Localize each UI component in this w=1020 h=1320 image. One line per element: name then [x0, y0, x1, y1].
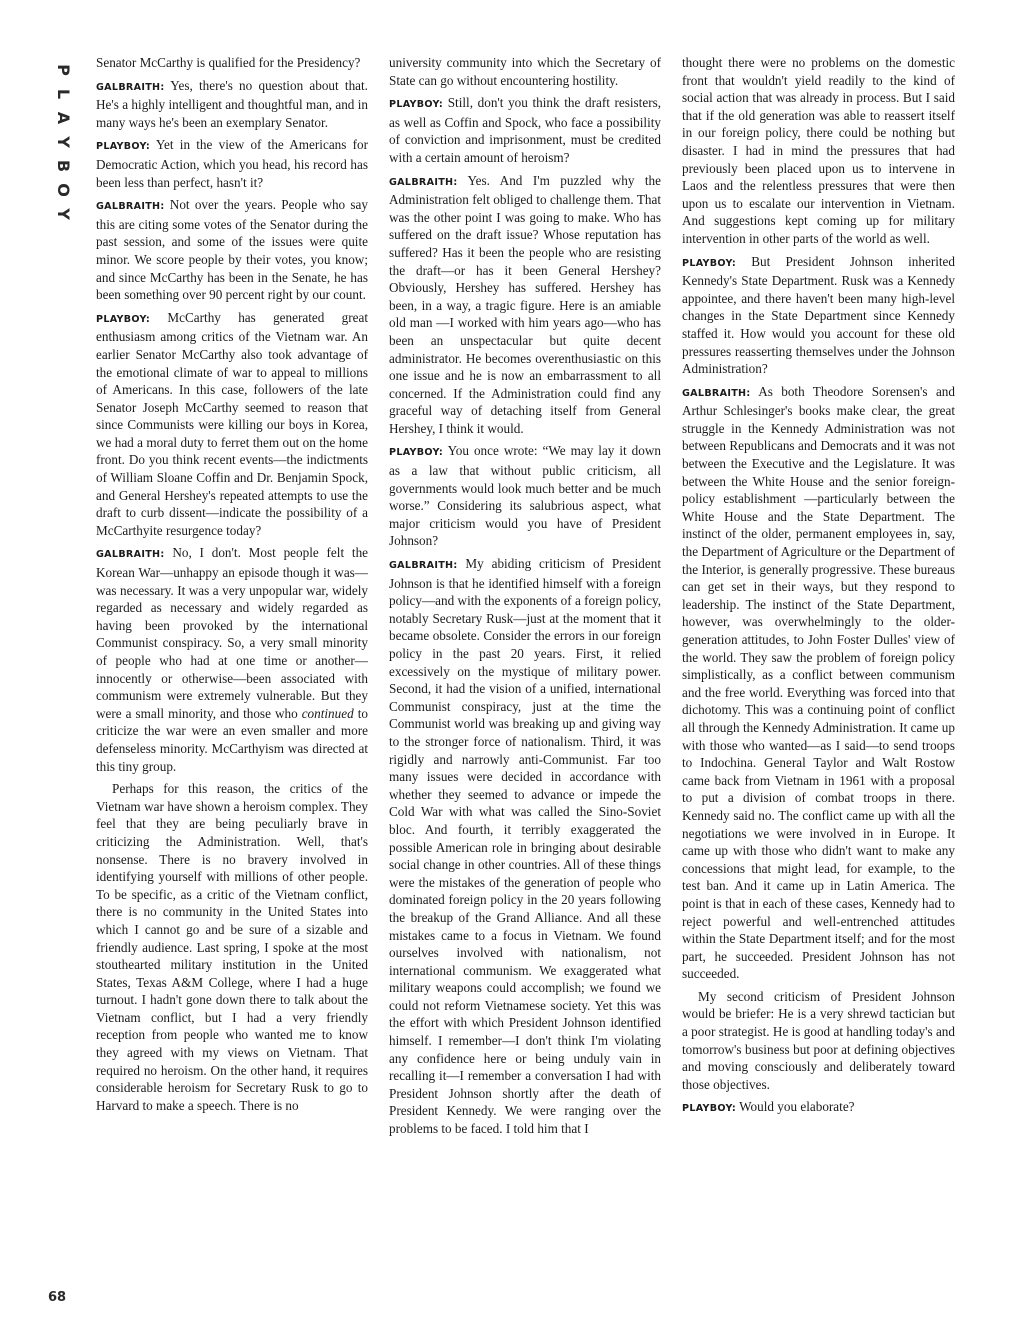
paragraph-text: Still, don't you think the draft resisters, as well as Coffin and Spock, who face a possibility of conviction and imprisonment, must be credited with a certain amount of heroism?: [389, 95, 661, 165]
paragraph-text: But President Johnson inherited Kennedy's State Department. Rusk was a Kennedy appointee, and there haven't been many high-level changes in the State Department since Kennedy staffed it. How would you account for these old pressures reasserting themselves under the Johnson Administration?: [682, 253, 955, 377]
speaker-label: PLAYBOY:: [96, 313, 151, 325]
masthead-letter: B: [53, 159, 73, 173]
masthead-letter: O: [53, 183, 73, 197]
masthead-letter: Y: [54, 136, 73, 148]
text-column-2: [389, 54, 661, 1294]
page-number: 68: [48, 1290, 67, 1305]
article-paragraph: [682, 1098, 955, 1118]
article-paragraph: [96, 780, 368, 1114]
article-paragraph: [96, 77, 368, 132]
article-paragraph: [682, 54, 955, 248]
text-column-1: [96, 54, 368, 1294]
text-column-3: [682, 54, 955, 1294]
paragraph-text: You once wrote: “We may lay it down as a law that without public criticism, all governments would look much better and be much worse.” Considering its salubrious aspect, what major criticism would you have of President Johnson?: [389, 443, 661, 549]
paragraph-text: As both Theodore Sorensen's and Arthur Schlesinger's books make clear, the great struggle in the Kennedy Administration was not between Republicans and Democrats and it was not between the Executive and the Legislature. It was between the White House and the senior foreign-policy establishment —particularly between the White House and the State Department. The instinct of the older, permanent employees in, say, the Department of Agriculture or the Department of the Interior, is generally progressive. These bureaus can get set in their ways, but they respond to leadership. The instinct of the State Department, however, was overwhelmingly to the older-generation attitudes, to John Foster Dulles' view of the world. They saw the problem of foreign policy simplistically, as a conflict between communism and the free world. Everything was forced into that dichotomy. This was a continuing point of conflict all through the Kennedy Administration. It came up with those who wanted—as I said—to send troops to Indochina. General Taylor and Walt Rostow came back from Vietnam in 1961 with a proposal to put a division of combat troops in there. Kennedy said no. The conflict came up with all the negotiations we were involved in in Europe. It came up with those who didn't want to make any concessions that might lead, for example, to the test ban. And it came up in Latin America. The point is that in each of these cases, Kennedy had to reject powerful and well-entrenched attitudes within the State Department itself; and for the most part, he succeeded. President Johnson has not succeeded.: [682, 383, 955, 982]
paragraph-text: Not over the years. People who say this are citing some votes of the Senator during the past session, and some of the issues were quite minor. We score people by their votes, you know; and since McCarthy has been in the Senate, he has been something over 90 percent right by our count.: [96, 197, 368, 303]
paragraph-text: Yes. And I'm puzzled why the Administration felt obliged to challenge them. That was the other point I was going to make. Who has suffered on the draft issue? Whose reputation has suffered? Has it been the people who are resisting the draft—or has it been General Hershey? Obviously, Hershey has suffered. Hershey has been, in a way, a tragic figure. Here is an amiable old man —I worked with him years ago—who has been an unspectacular but quite decent administrator. He becomes overenthusiastic on this one issue and he is now an embarrassment to all concerned. If the Administration could find any graceful way of detaching itself from General Hershey, I think it would.: [389, 172, 661, 436]
paragraph-text: No, I don't. Most people felt the Korean War—unhappy an episode though it was—was necessary. It was a very unpopular war, widely regarded as necessary and widely regarded as having been provoked by the international Communist conspiracy. So, a very small minority of people who had at one time or another—innocently or otherwise—been associated with communism were extremely vulnerable. But they were a small minority, and those who: [96, 545, 368, 721]
article-paragraph: [389, 555, 661, 1138]
speaker-label: GALBRAITH:: [682, 387, 751, 399]
paragraph-text: Would you elaborate?: [739, 1099, 855, 1115]
masthead-letter: L: [53, 88, 73, 100]
paragraph-text: Yes, there's no question about that. He's a highly intelligent and thoughtful man, and in many ways he's been an exemplary Senator.: [96, 77, 368, 130]
article-paragraph: [682, 253, 955, 378]
masthead-letter: P: [53, 64, 73, 76]
paragraph-text: My abiding criticism of President Johnson is that he identified himself with a foreign policy—and with the exponents of a foreign policy, notably Secretary Rusk—just at the moment that it became obsolete. Consider the errors in our foreign policy in the past 20 years. First, it relied excessively on the mystique of military power. Second, it had the vision of a unified, international Communist conspiracy, just at the time the Communist world was breaking up and giving way to the stronger force of nationalism. Third, it was rigidly and narrowly anti-Communist. Far too many issues were decided in accordance with whether they seemed to advance or impede the Cold War with what was called the Sino-Soviet bloc. And fourth, it terribly exaggerated the possible American role in bringing about desirable social change in other countries. All of these things were the mistakes of the generation of people who dominated foreign policy in the 20 years following the breakup of the Grand Alliance. And all these mistakes came to a focus in Vietnam. We found ourselves involved with nationalism, not international communism. We exaggerated what military weapons could accomplish; we found we could not reform Vietnamese society. Yet this was the effort with which President Johnson identified himself. I remember—I don't think I'm violating any confidence here or being unduly vain in recalling it—I remember a conversation I had with President Johnson shortly after the death of President Kennedy. We were ranging over the problems to be faced. I told him that I: [389, 556, 661, 1137]
speaker-label: PLAYBOY:: [389, 99, 444, 111]
article-paragraph: [96, 54, 368, 72]
playboy-masthead-vertical: [48, 58, 78, 226]
masthead-letter: A: [53, 111, 73, 125]
article-paragraph: [96, 196, 368, 304]
paragraph-text: to criticize the war were an even smaller and more defenseless minority. McCarthyism was directed at this tiny group.: [96, 705, 368, 774]
speaker-label: PLAYBOY:: [389, 447, 444, 459]
article-paragraph: [96, 309, 368, 540]
article-paragraph: [96, 544, 368, 775]
paragraph-text: Yet in the view of the Americans for Democratic Action, which you head, his record has been less than perfect, hasn't it?: [96, 137, 368, 190]
article-paragraph: [682, 383, 955, 983]
speaker-label: GALBRAITH:: [96, 201, 165, 213]
article-paragraph: [682, 988, 955, 1094]
paragraph-text: Perhaps for this reason, the critics of the Vietnam war have shown a heroism complex. They feel that they are being peculiarly brave in criticizing the Administration. Well, that's nonsense. There is no bravery involved in identifying yourself with millions of other people. To be specific, as a critic of the Vietnam conflict, there is no community in the United States into which I cannot go and be sure of a sizable and friendly audience. Last spring, I spoke at the most stouthearted military institution in the United States, Texas A&M College, where I had a huge turnout. I hadn't gone down there to talk about the Vietnam conflict, but I had a very friendly reception from people who wanted me to know they agreed with my views on Vietnam. That required no heroism. On the other hand, it requires considerable heroism for Secretary Rusk to go to Harvard to make a speech. There is no: [96, 781, 368, 1113]
paragraph-text: My second criticism of President Johnson would be briefer: He is a very shrewd tactician but a poor strategist. He is good at handling today's and tomorrow's business but poor at defining objectives and moving consciously and deliberately toward those objectives.: [682, 988, 955, 1092]
emphasized-text: continued: [301, 705, 354, 721]
speaker-label: GALBRAITH:: [389, 560, 458, 572]
speaker-label: PLAYBOY:: [96, 141, 151, 153]
speaker-label: PLAYBOY:: [682, 257, 737, 269]
paragraph-text: university community into which the Secretary of State can go without encountering hostility.: [389, 55, 661, 88]
masthead-letter: Y: [54, 208, 73, 220]
paragraph-text: thought there were no problems on the domestic front that wouldn't yield readily to the kind of social action that was already in process. But I said that if the old generation was able to reassert itself in our foreign policy, there could be nothing but disaster. I had in mind the pressures that had previously been placed upon us to intervene in Laos and the relentless pressures that were then upon us to escalate our intervention in Vietnam. And suggestions kept coming up for military intervention in other parts of the world as well.: [682, 55, 955, 246]
paragraph-text: McCarthy has generated great enthusiasm among critics of the Vietnam war. An earlier Senator McCarthy also took advantage of the emotional climate of war to appeal to millions of Americans. In this case, followers of the late Senator Joseph McCarthy seemed to reason that since Communists were killing our boys in Korea, we had a moral duty to ferret them out on the home front. Do you think recent events—the indictments of William Sloane Coffin and Dr. Benjamin Spock, and General Hershey's repeated attempts to use the draft to curb dissent—indicate the possibility of a McCarthyite resurgence today?: [96, 309, 368, 538]
article-paragraph: [389, 442, 661, 550]
article-paragraph: [389, 172, 661, 438]
speaker-label: GALBRAITH:: [96, 81, 165, 93]
speaker-label: GALBRAITH:: [96, 549, 165, 561]
paragraph-text: Senator McCarthy is qualified for the Presidency?: [96, 55, 361, 70]
speaker-label: GALBRAITH:: [389, 176, 458, 188]
article-paragraph: [389, 94, 661, 166]
article-paragraph: [96, 136, 368, 191]
speaker-label: PLAYBOY:: [682, 1103, 737, 1115]
article-paragraph: [389, 54, 661, 89]
